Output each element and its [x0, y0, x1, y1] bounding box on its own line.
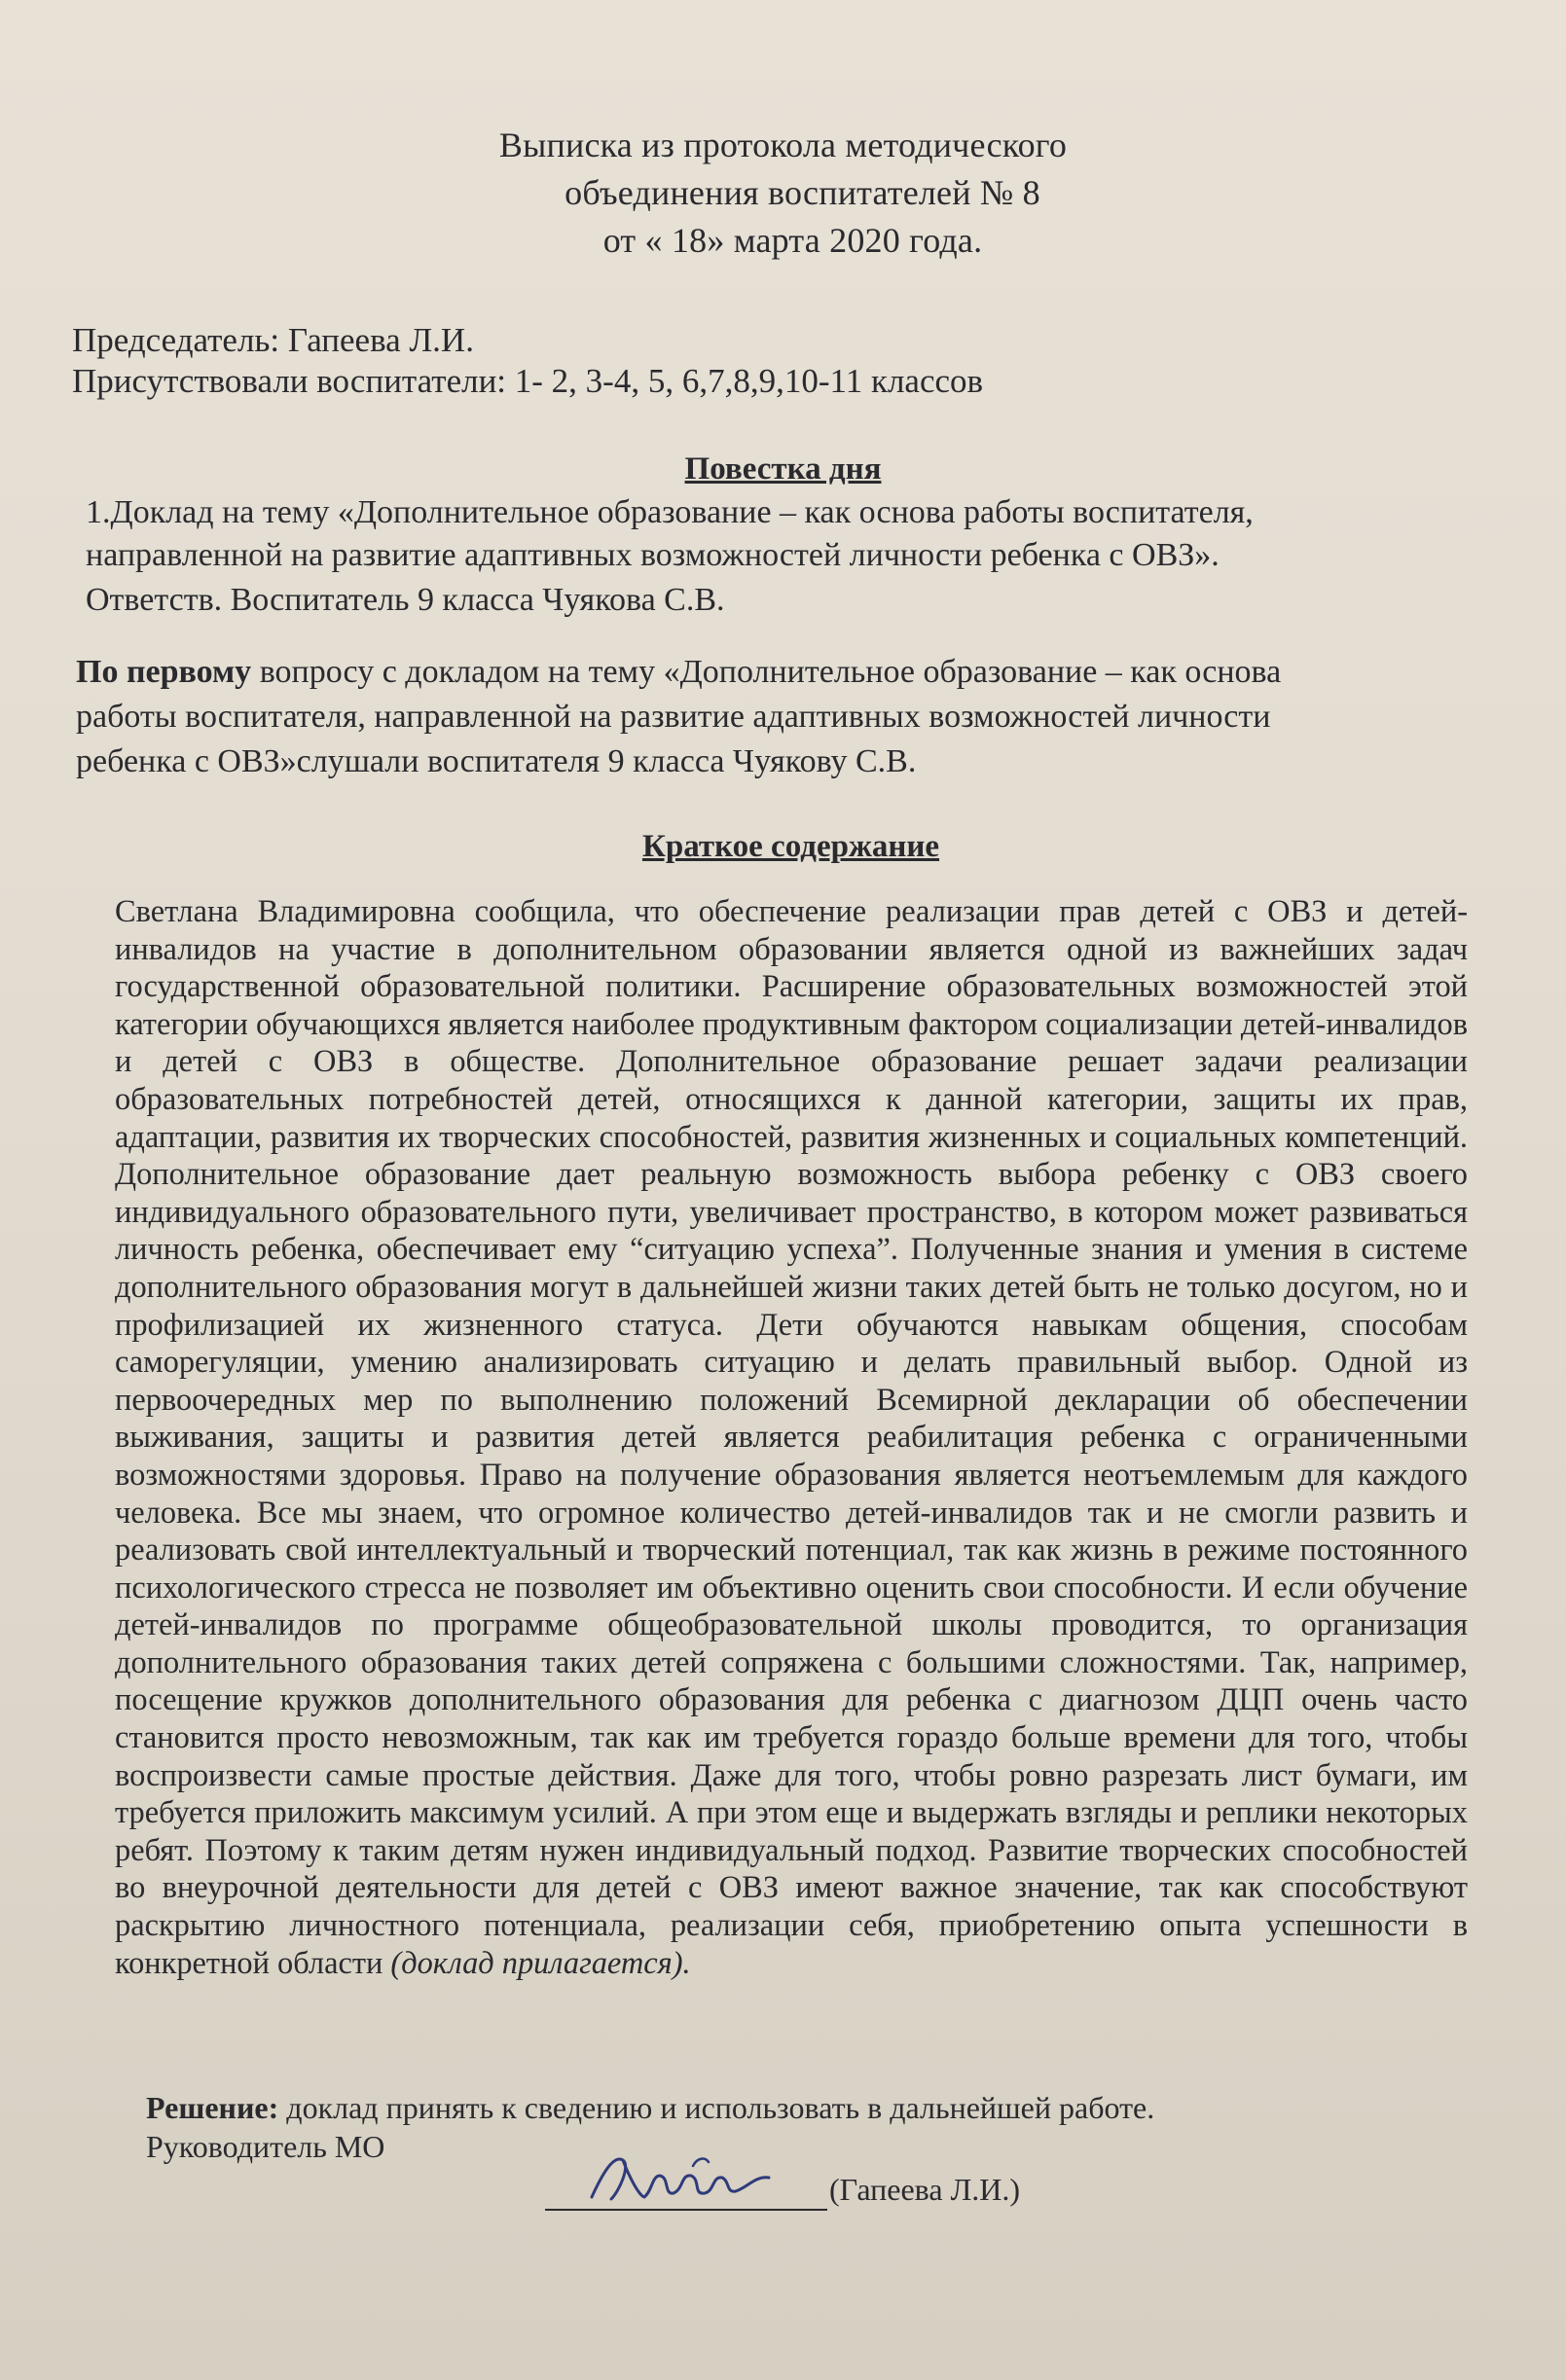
first-question-line-2: работы воспитателя, направленной на развитие адаптивных возможностей личности — [76, 699, 1271, 735]
first-question-line-1-text: вопросу с докладом на тему «Дополнительное образование – как основа — [251, 654, 1282, 690]
signature-name: (Гапеева Л.И.) — [829, 2172, 1021, 2207]
summary-heading: Краткое содержание — [641, 829, 940, 864]
agenda-heading: Повестка дня — [684, 451, 882, 487]
document-title-line-2: объединения воспитателей № 8 — [564, 173, 1040, 212]
signature-line — [545, 2209, 827, 2211]
document-title-line-1: Выписка из протокола методического — [498, 126, 1068, 164]
summary-paragraph — [115, 893, 1468, 1982]
first-question-label: По первому — [76, 654, 252, 690]
summary-text: Светлана Владимировна сообщила, что обеспечение реализации прав детей с ОВЗ и детей-инвалидов на участие в дополнительном образовании является одной из важнейших задач государственной образовательной политики. Расширение образовательных возможностей этой категории обучающихся является наиболее продуктивным фактором социализации детей-инвалидов и детей с ОВЗ в обществе. Дополнительное образование решает задачи реализации образовательных потребностей детей, относящихся к данной категории, защиты их прав, адаптации, развития их творческих способностей, развития жизненных и социальных компетенций. Дополнительное образование дает реальную возможность выбора ребенку с ОВЗ своего индивидуального образовательного пути, увеличивает пространство, в котором может развиваться личность ребенка, обеспечивает ему “ситуацию успеха”. Полученные знания и умения в системе дополнительного образования могут в дальнейшей жизни таких детей быть не только досугом, но и профилизацией их жизненного статуса. Дети обучаются навыкам общения, способам саморегуляции, умению анализировать ситуацию и делать правильный выбор. Одной из первоочередных мер по выполнению положений Всемирной декларации об обеспечении выживания, защиты и развития детей является реабилитация ребенка с ограниченными возможностями здоровья. Право на получение образования является неотъемлемым для каждого человека. Все мы знаем, что огромное количество детей-инвалидов так и не смогли развить и реализовать свой интеллектуальный и творческий потенциал, так как жизнь в режиме постоянного психологического стресса не позволяет им объективно оценить свои способности. И если обучение детей-инвалидов по программе общеобразовательной школы проводится, то организация дополнительного образования таких детей сопряжена с большими сложностями. Так, например, посещение кружков дополнительного образования для ребенка с диагнозом ДЦП очень часто становится просто невозможным, так как им требуется гораздо больше времени для того, чтобы воспроизвести самые простые действия. Даже для того, чтобы ровно разрезать лист бумаги, им требуется приложить максимум усилий. А при этом еще и выдержать взгляды и реплики некоторых ребят. Поэтому к таким детям нужен индивидуальный подход. Развитие творческих способностей во внеурочной деятельности для детей с ОВЗ имеют важное значение, так как способствуют раскрытию личностного потенциала, реализации себя, приобретению опыта успешности в конкретной области — [115, 894, 1468, 1981]
handwritten-signature — [584, 2137, 818, 2218]
decision-text: доклад принять к сведению и использовать в дальнейшей работе. — [278, 2090, 1155, 2125]
signature-role: Руководитель МО — [146, 2129, 385, 2164]
attendees-line: Присутствовали воспитатели: 1- 2, 3-4, 5, 6,7,8,9,10-11 классов — [72, 362, 984, 400]
attachment-note: (доклад прилагается). — [390, 1945, 691, 1981]
document-date-line: от « 18» марта 2020 года. — [602, 221, 983, 260]
decision-line — [146, 2090, 1154, 2126]
chair-line: Председатель: Гапеева Л.И. — [72, 321, 474, 359]
agenda-item-line-2: направленной на развитие адаптивных возможностей личности ребенка с ОВЗ». — [86, 537, 1220, 573]
agenda-responsible-line: Ответств. Воспитатель 9 класса Чуякова С.В. — [86, 582, 725, 618]
agenda-item-line-1: 1.Доклад на тему «Дополнительное образование – как основа работы воспитателя, — [86, 494, 1254, 530]
first-question-line-3: ребенка с ОВЗ»слушали воспитателя 9 класса Чуякову С.В. — [76, 743, 917, 779]
decision-label: Решение: — [146, 2090, 279, 2125]
first-question-line-1 — [76, 654, 1281, 691]
